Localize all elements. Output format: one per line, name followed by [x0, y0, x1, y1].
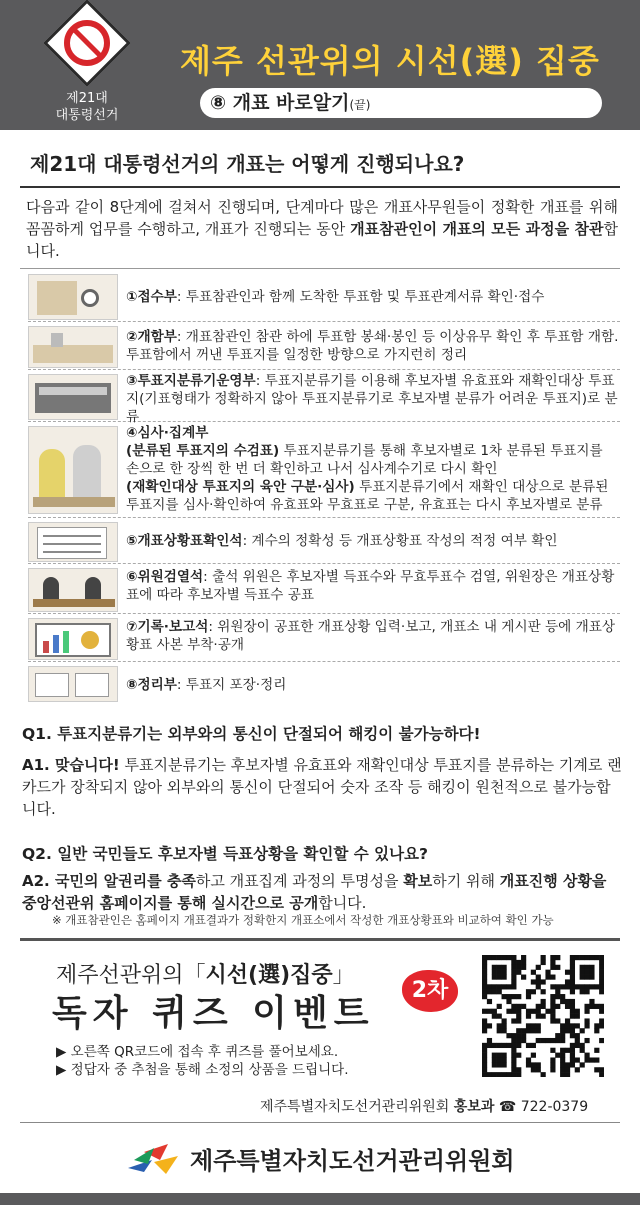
- logo-caption-line2: 대통령선거: [55, 108, 119, 123]
- contact-phone: ☎ 722-0379: [498, 1099, 589, 1115]
- step-desc: : 투표지 포장·정리: [176, 677, 287, 693]
- answer-2-bold-1: 국민의 알권리를 충족: [49, 872, 196, 890]
- step-sub2-desc: 투표지분류기에서 재확인 대상으로 분류된 투표지를 심사·확인하여 유효표와 무효표로 구분, 유효표는 다시 후보자별로 분류: [126, 479, 609, 513]
- step-sub2-title: (재확인대상 투표지의 육안 구분·심사): [126, 479, 355, 495]
- bottom-bar: [0, 1193, 640, 1205]
- quiz-heading: 독자 퀴즈 이벤트: [52, 993, 375, 1034]
- answer-2-text-3: 합니다.: [318, 894, 367, 912]
- quiz-instruction-1: ▶ 오른쪽 QR코드에 접속 후 퀴즈를 풀어보세요.: [56, 1044, 339, 1060]
- quiz-title-pre: 제주선관위의「: [56, 963, 206, 988]
- divider: [20, 186, 620, 188]
- quiz-instruction-2: ▶ 정답자 중 추첨을 통해 소정의 상품을 드립니다.: [56, 1062, 349, 1078]
- election-logo: [38, 8, 136, 126]
- divider: [20, 268, 620, 269]
- answer-2-bold-3: 개표진행 상황을 중앙선관위 홈페이지를 통해 실시간으로 공개: [22, 872, 607, 912]
- step-illustration: [28, 374, 118, 420]
- series-title: 개표 바로알기: [232, 92, 350, 114]
- qr-code-icon: [482, 955, 604, 1077]
- intro-tail: 합니다.: [26, 220, 619, 260]
- prohibition-icon: [64, 20, 110, 66]
- answer-1-label: A1. 맞습니다!: [22, 756, 120, 774]
- step-desc: : 출석 위원은 후보자별 득표수와 무효투표수 검열, 위원장은 개표상황표에 따라 후보자별 득표수 공표: [126, 569, 615, 603]
- step-item-3: [28, 372, 620, 425]
- step-illustration: [28, 326, 118, 368]
- step-item-8: [28, 664, 620, 704]
- qr-code[interactable]: [482, 955, 604, 1077]
- divider: [20, 1122, 620, 1123]
- column-subtitle: [200, 88, 602, 118]
- contact-org: 제주특별자치도선거관리위원회: [260, 1099, 450, 1115]
- step-sub1-desc: 투표지분류기를 통해 후보자별로 1차 분류된 투표지를 손으로 한 장씩 한 번 더 확인하고 나서 심사계수기로 다시 확인: [126, 443, 603, 477]
- divider: [20, 938, 620, 941]
- logo-caption-line1: 제21대: [66, 91, 108, 106]
- answer-2-label: A2.: [22, 872, 50, 890]
- step-item-7: [28, 616, 620, 662]
- contact-line: [260, 1096, 588, 1116]
- step-illustration: [28, 274, 118, 320]
- step-desc: : 계수의 정확성 등 개표상황표 작성의 적정 여부 확인: [242, 533, 558, 549]
- step-title: ⑤개표상황표확인석: [126, 533, 243, 549]
- intro-text: 다음과 같이 8단계에 걸쳐서 진행되며, 단계마다 많은 개표사무원들이 정확한 개표를 위해 꼼꼼하게 업무를 수행하고, 개표가 진행되는 동안: [26, 198, 618, 238]
- series-suffix: (끝): [349, 98, 371, 112]
- step-illustration: [28, 666, 118, 702]
- answer-2-text-2: 하기 위해: [432, 872, 500, 890]
- question-2: Q2. 일반 국민들도 후보자별 득표상황을 확인할 수 있나요?: [22, 845, 429, 863]
- step-illustration: [28, 618, 118, 660]
- org-logo-icon: [124, 1138, 182, 1180]
- answer-1-text: 투표지분류기는 후보자별 유효표와 재확인대상 투표지를 분류하는 기계로 랜카드가 장착되지 않아 외부와의 통신이 단절되어 숫자 조작 등 해킹이 원천적으로 불가능합니다.: [22, 756, 622, 818]
- step-desc: : 개표참관인 참관 하에 투표함 봉쇄·봉인 등 이상유무 확인 후 투표함 개함. 투표함에서 꺼낸 투표지를 일정한 방향으로 가지런히 정리: [126, 329, 619, 363]
- contact-dept: 홍보과: [453, 1099, 495, 1115]
- header-banner: [0, 0, 640, 130]
- step-item-5: [28, 520, 620, 564]
- quiz-title-post: 」: [332, 963, 355, 988]
- step-desc: : 위원장이 공표한 개표상황 입력·보고, 개표소 내 게시판 등에 개표상황표 사본 부착·공개: [126, 619, 616, 653]
- step-illustration: [28, 426, 118, 514]
- step-title: ⑥위원검열석: [126, 569, 204, 585]
- step-item-2: [28, 324, 620, 370]
- step-desc: : 투표참관인과 함께 도착한 투표함 및 투표관계서류 확인·접수: [176, 289, 545, 305]
- answer-2: [22, 870, 622, 914]
- step-title: ③투표지분류기운영부: [126, 373, 256, 389]
- step-title: ⑧정리부: [126, 677, 177, 693]
- intro-paragraph: [26, 196, 618, 262]
- step-desc: : 투표지분류기를 이용해 후보자별 유효표와 재확인대상 투표지(기표형태가 정확하지 않아 투표지분류기로 후보자별 분류가 어려운 투표지)로 분류: [126, 373, 618, 425]
- step-title: ②개함부: [126, 329, 177, 345]
- step-item-1: [28, 272, 620, 322]
- round-badge: 2차: [402, 970, 458, 1012]
- step-illustration: [28, 522, 118, 562]
- step-title: ⑦기록·보고석: [126, 619, 209, 635]
- column-title: 제주 선관위의 시선(選) 집중: [180, 42, 600, 80]
- answer-2-bold-2: 확보: [403, 872, 433, 890]
- series-number: ⑧: [210, 92, 227, 114]
- answer-2-text-1: 하고 개표집계 과정의 투명성을: [195, 872, 404, 890]
- org-name: 제주특별자치도선거관리위원회: [190, 1147, 515, 1175]
- main-question: 제21대 대통령선거의 개표는 어떻게 진행되나요?: [30, 152, 465, 176]
- step-title: ①접수부: [126, 289, 177, 305]
- quiz-title-bold: 시선(選)집중: [205, 963, 333, 988]
- question-1: Q1. 투표지분류기는 외부와의 통신이 단절되어 해킹이 불가능하다!: [22, 725, 481, 743]
- intro-bold: 개표참관인이 개표의 모든 과정을 참관: [350, 220, 604, 238]
- step-sub1-title: (분류된 투표지의 수검표): [126, 443, 280, 459]
- step-title: ④심사·집계부: [126, 425, 209, 441]
- step-item-6: [28, 566, 620, 614]
- step-illustration: [28, 568, 118, 612]
- step-item-4: [28, 424, 620, 518]
- answer-2-note: ※ 개표참관인은 홈페이지 개표결과가 정확한지 개표소에서 작성한 개표상황표와 비교하여 확인 가능: [52, 913, 554, 927]
- answer-1: [22, 754, 622, 820]
